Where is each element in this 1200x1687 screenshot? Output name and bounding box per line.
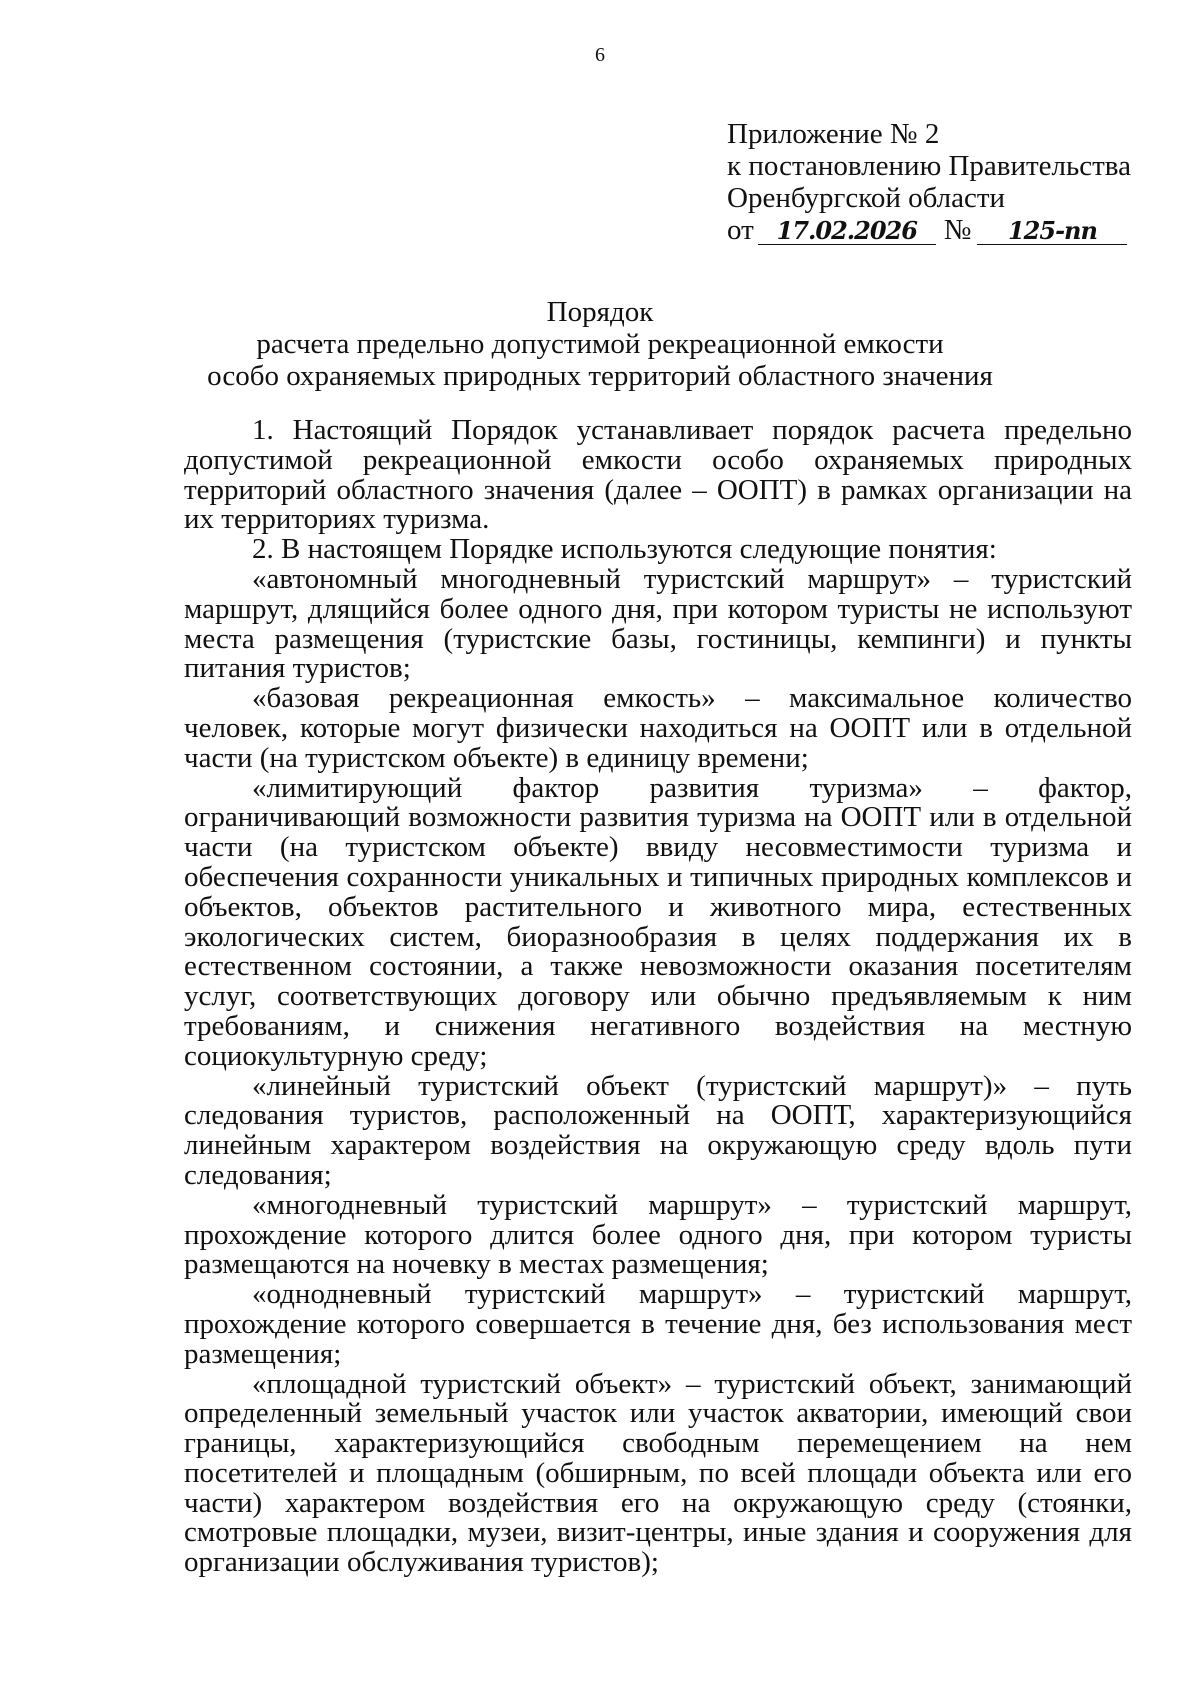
definition-base-capacity: «базовая рекреационная емкость» – максимальное количество человек, которые могут физически находиться на ООПТ или в отдельной части (на туристском объекте) в единицу времени; xyxy=(184,682,1132,774)
document-title xyxy=(0,296,1200,392)
handwritten-number: 125-пп xyxy=(977,218,1127,245)
title-line-2: расчета предельно допустимой рекреационной емкости xyxy=(256,328,944,360)
paragraph-2-terms-intro: 2. В настоящем Порядке используются следующие понятия: xyxy=(252,533,997,566)
title-line-1: Порядок xyxy=(546,296,654,328)
title-line-3: особо охраняемых природных территорий областного значения xyxy=(207,360,993,392)
document-body xyxy=(184,416,1132,1578)
page-number: 6 xyxy=(595,44,605,66)
appendix-block xyxy=(727,118,1167,246)
definition-area-object: «площадной туристский объект» – туристский объект, занимающий определенный земельный участок или участок акватории, имеющий свои границы, характеризующийся свободным перемещением на нем посетителей и площадным (обширным, по всей площади объекта или его части) характером воздействия его на окружающую среду (стоянки, смотровые площадки, музеи, визит-центры, иные здания и сооружения для организации обслуживания туристов); xyxy=(184,1367,1132,1579)
definition-autonomous-route: «автономный многодневный туристский маршрут» – туристский маршрут, длящийся более одного дня, при котором туристы не используют места размещения (туристские базы, гостиницы, кемпинги) и пункты питания туристов; xyxy=(184,562,1132,685)
definition-oneday-route: «однодневный туристский маршрут» – туристский маршрут, прохождение которого совершается в течение дня, без использования мест размещения; xyxy=(184,1278,1132,1370)
appendix-reference: к постановлению Правительства xyxy=(727,150,1131,182)
paragraph-1-scope: 1. Настоящий Порядок устанавливает порядок расчета предельно допустимой рекреационной емкости особо охраняемых природных территорий областного значения (далее – ООПТ) в рамках организации на их территориях туризма. xyxy=(184,414,1132,536)
appendix-title: Приложение № 2 xyxy=(727,118,940,150)
definition-multiday-route: «многодневный туристский маршрут» – туристский маршрут, прохождение которого длится более одного дня, при котором туристы размещаются на ночевку в местах размещения; xyxy=(184,1188,1132,1281)
definition-limiting-factor: «лимитирующий фактор развития туризма» – фактор, ограничивающий возможности развития туризма на ООПТ или в отдельной части (на туристском объекте) ввиду несовместимости туризма и обеспечения сохранности уникальных и типичных природных комплексов и объектов, объектов растительного и животного мира, естественных экологических систем, биоразнообразия в целях поддержания их в естественном состоянии, а также невозможности оказания посетителям услуг, соответствующих договору или обычно предъявляемым к ним требованиям, и снижения негативного воздействия на местную социокультурную среду; xyxy=(184,771,1132,1072)
appendix-region: Оренбургской области xyxy=(727,182,1006,214)
number-prefix: № xyxy=(943,214,972,246)
handwritten-date: 17.02.2026 xyxy=(758,218,936,245)
date-prefix: от xyxy=(727,214,754,246)
appendix-date-number-line xyxy=(727,214,1167,246)
definition-linear-object: «линейный туристский объект (туристский маршрут)» – путь следования туристов, расположенный на ООПТ, характеризующийся линейным характером воздействия на окружающую среду вдоль пути следования; xyxy=(184,1069,1132,1191)
